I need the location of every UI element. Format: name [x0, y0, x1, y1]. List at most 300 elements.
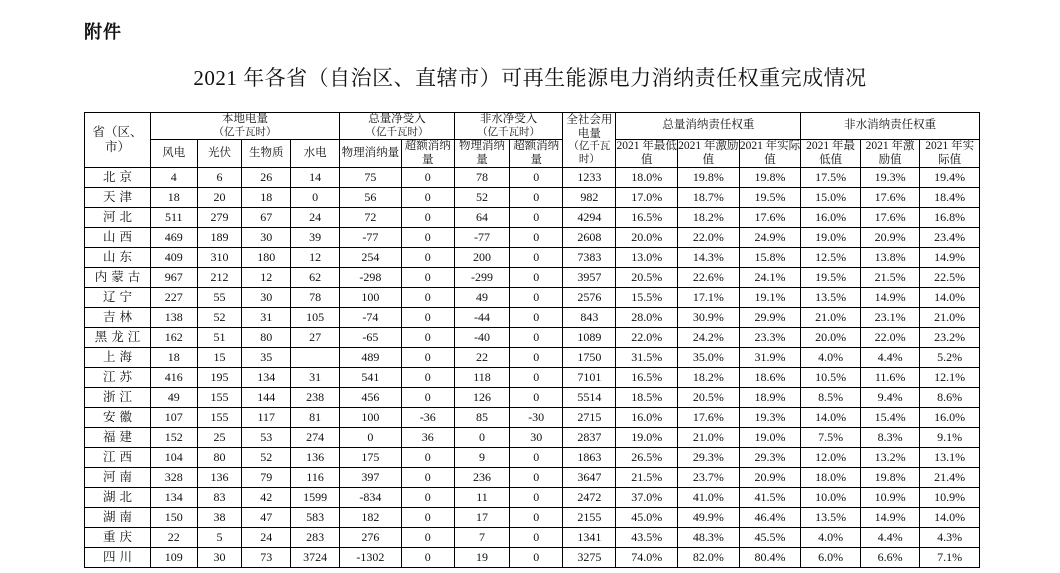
table-cell-value: 4.4% [860, 528, 920, 548]
table-cell-value: 13.8% [860, 248, 920, 268]
table-row [85, 468, 980, 488]
table-cell-value: 0 [401, 548, 454, 568]
table-cell-value: 2608 [563, 228, 616, 248]
table-cell-value: 283 [291, 528, 340, 548]
table-cell-value: 43.5% [616, 528, 678, 548]
header-sub-nonhydro-incentive: 2021 年激励值 [860, 139, 920, 167]
table-cell-value: 17.6% [860, 208, 920, 228]
table-cell-value: 456 [340, 388, 402, 408]
table-header-row-sub [85, 139, 980, 167]
table-cell-value: -30 [510, 408, 563, 428]
table-row [85, 188, 980, 208]
table-row [85, 248, 980, 268]
table-cell-value: 3647 [563, 468, 616, 488]
table-row [85, 488, 980, 508]
table-cell-value: 7.5% [801, 428, 861, 448]
table-cell-value [291, 348, 340, 368]
table-cell-province: 北京 [85, 168, 151, 188]
table-cell-value: 162 [150, 328, 197, 348]
table-cell-value: 15.8% [739, 248, 801, 268]
table-cell-value: 180 [242, 248, 291, 268]
table-cell-value: 55 [197, 288, 242, 308]
table-cell-value: 20 [197, 188, 242, 208]
header-group-total-net-inflow-unit: （亿千瓦时） [365, 126, 429, 138]
table-cell-value: 67 [242, 208, 291, 228]
table-cell-value: 22 [454, 348, 509, 368]
table-cell-value: 5 [197, 528, 242, 548]
consumption-responsibility-table [84, 112, 980, 568]
table-cell-value: 20.0% [801, 328, 861, 348]
table-header-row-groups [85, 113, 980, 140]
table-cell-province: 内蒙古 [85, 268, 151, 288]
table-cell-value: 45.0% [616, 508, 678, 528]
table-cell-value: 11 [454, 488, 509, 508]
table-cell-value: 1863 [563, 448, 616, 468]
table-cell-value: 15.4% [860, 408, 920, 428]
data-table-container [84, 112, 980, 568]
table-cell-value: 155 [197, 388, 242, 408]
table-cell-value: 18 [242, 188, 291, 208]
table-cell-value: 24.9% [739, 228, 801, 248]
table-cell-value: 2837 [563, 428, 616, 448]
table-cell-value: 107 [150, 408, 197, 428]
table-cell-value: 195 [197, 368, 242, 388]
table-cell-value: 13.0% [616, 248, 678, 268]
table-cell-value: 155 [197, 408, 242, 428]
table-row [85, 448, 980, 468]
table-cell-value: 36 [401, 428, 454, 448]
table-cell-value: 15 [197, 348, 242, 368]
table-cell-value: 46.4% [739, 508, 801, 528]
table-cell-value: 10.0% [801, 488, 861, 508]
table-cell-value: -77 [340, 228, 402, 248]
table-cell-value: 14.9% [920, 248, 980, 268]
table-row [85, 388, 980, 408]
table-cell-value: -834 [340, 488, 402, 508]
table-cell-value: 175 [340, 448, 402, 468]
table-cell-value: 0 [510, 448, 563, 468]
table-cell-value: 5514 [563, 388, 616, 408]
table-cell-value: 541 [340, 368, 402, 388]
table-cell-value: 51 [197, 328, 242, 348]
table-cell-value: 12 [242, 268, 291, 288]
table-cell-value: 79 [242, 468, 291, 488]
header-group-total-net-inflow [340, 113, 455, 140]
table-cell-value: 14.9% [860, 288, 920, 308]
table-cell-province: 四川 [85, 548, 151, 568]
header-group-nonhydro-net-inflow-unit: （亿千瓦时） [477, 126, 541, 138]
table-cell-value: 23.4% [920, 228, 980, 248]
table-cell-value: 0 [401, 488, 454, 508]
header-group-nonhydro-net-inflow-label: 非水净受入 [479, 113, 538, 125]
table-cell-value: 12.1% [920, 368, 980, 388]
table-cell-value: 0 [401, 448, 454, 468]
table-cell-value: 16.0% [616, 408, 678, 428]
header-sub-total-physical: 物理消纳量 [340, 139, 402, 167]
table-cell-value: 8.3% [860, 428, 920, 448]
table-cell-value: 19.0% [739, 428, 801, 448]
table-row [85, 308, 980, 328]
table-cell-value: 30 [242, 288, 291, 308]
table-cell-value: -40 [454, 328, 509, 348]
table-cell-value: 22 [150, 528, 197, 548]
table-cell-value: 2576 [563, 288, 616, 308]
table-cell-value: 0 [510, 468, 563, 488]
table-cell-value: 22.0% [616, 328, 678, 348]
table-cell-value: 18.0% [616, 168, 678, 188]
header-sub-biomass: 生物质 [242, 139, 291, 167]
table-cell-province: 上海 [85, 348, 151, 368]
table-row [85, 348, 980, 368]
table-cell-value: 41.5% [739, 488, 801, 508]
table-cell-value: 20.9% [860, 228, 920, 248]
table-cell-value: 126 [454, 388, 509, 408]
table-row [85, 288, 980, 308]
header-group-total-consumption-unit: （亿千瓦时） [568, 141, 611, 165]
table-cell-value: 41.0% [678, 488, 740, 508]
table-row [85, 408, 980, 428]
table-cell-value: 0 [510, 188, 563, 208]
table-cell-value: 52 [197, 308, 242, 328]
table-cell-value: 18.5% [616, 388, 678, 408]
table-cell-value: 328 [150, 468, 197, 488]
table-cell-value: 279 [197, 208, 242, 228]
table-cell-value: 38 [197, 508, 242, 528]
table-cell-value: 118 [454, 368, 509, 388]
table-cell-value: 16.5% [616, 208, 678, 228]
table-cell-value: 18.6% [739, 368, 801, 388]
table-cell-value: 116 [291, 468, 340, 488]
table-cell-value: 26.5% [616, 448, 678, 468]
table-cell-value: 19.8% [860, 468, 920, 488]
table-cell-province: 江西 [85, 448, 151, 468]
table-cell-value: 9 [454, 448, 509, 468]
table-cell-value: 18.9% [739, 388, 801, 408]
table-cell-value: 4.4% [860, 348, 920, 368]
table-cell-value: 83 [197, 488, 242, 508]
table-cell-value: 0 [510, 308, 563, 328]
table-cell-value: 212 [197, 268, 242, 288]
table-cell-value: 17.6% [739, 208, 801, 228]
table-cell-province: 湖南 [85, 508, 151, 528]
table-cell-value: 144 [242, 388, 291, 408]
table-cell-value: 35.0% [678, 348, 740, 368]
table-cell-value: 7.1% [920, 548, 980, 568]
table-cell-value: 80 [197, 448, 242, 468]
table-cell-value: 0 [510, 528, 563, 548]
table-cell-value: 0 [401, 288, 454, 308]
table-cell-value: 26 [242, 168, 291, 188]
table-cell-value: 0 [401, 388, 454, 408]
table-cell-value: 236 [454, 468, 509, 488]
table-cell-value: 53 [242, 428, 291, 448]
table-cell-value: 16.5% [616, 368, 678, 388]
table-cell-value: 117 [242, 408, 291, 428]
table-cell-value: 52 [242, 448, 291, 468]
table-cell-value: 49.9% [678, 508, 740, 528]
table-row [85, 168, 980, 188]
table-cell-value: 0 [401, 468, 454, 488]
table-cell-value: 3275 [563, 548, 616, 568]
header-group-local-power-unit: （亿千瓦时） [213, 126, 277, 138]
table-cell-value: 24.1% [739, 268, 801, 288]
table-cell-value: 150 [150, 508, 197, 528]
table-cell-value: 30 [242, 228, 291, 248]
table-cell-value: 7101 [563, 368, 616, 388]
table-cell-value: 47 [242, 508, 291, 528]
table-cell-value: 0 [401, 308, 454, 328]
header-group-nonhydro-weight [801, 113, 980, 140]
header-sub-total-incentive: 2021 年激励值 [678, 139, 740, 167]
table-cell-value: 276 [340, 528, 402, 548]
table-cell-value: 49 [150, 388, 197, 408]
table-cell-value: 42 [242, 488, 291, 508]
table-cell-value: 0 [510, 268, 563, 288]
table-cell-value: 10.9% [920, 488, 980, 508]
table-cell-province: 福建 [85, 428, 151, 448]
table-cell-value: 0 [401, 348, 454, 368]
table-cell-value: 2155 [563, 508, 616, 528]
table-cell-value: 469 [150, 228, 197, 248]
table-cell-value: 78 [454, 168, 509, 188]
table-cell-value: 14.0% [920, 288, 980, 308]
table-cell-value: 22.5% [920, 268, 980, 288]
table-cell-value: 0 [510, 248, 563, 268]
table-cell-value: 9.1% [920, 428, 980, 448]
table-cell-value: 74.0% [616, 548, 678, 568]
header-group-total-net-inflow-label: 总量净受入 [368, 113, 426, 125]
table-cell-value: 31.9% [739, 348, 801, 368]
table-cell-value: 16.0% [801, 208, 861, 228]
table-cell-value: 17.1% [678, 288, 740, 308]
table-cell-value: 4.0% [801, 528, 861, 548]
table-cell-value: 982 [563, 188, 616, 208]
table-cell-value: 52 [454, 188, 509, 208]
table-cell-value: 18.7% [678, 188, 740, 208]
table-cell-value: -74 [340, 308, 402, 328]
table-cell-value: 10.9% [860, 488, 920, 508]
table-cell-value: -298 [340, 268, 402, 288]
table-cell-value: 200 [454, 248, 509, 268]
table-cell-value: 48.3% [678, 528, 740, 548]
table-cell-value: 18.2% [678, 208, 740, 228]
table-cell-value: 109 [150, 548, 197, 568]
table-cell-value: 10.5% [801, 368, 861, 388]
table-cell-value: 104 [150, 448, 197, 468]
table-cell-value: 0 [401, 328, 454, 348]
table-cell-value: 22.6% [678, 268, 740, 288]
table-cell-value: 18 [150, 348, 197, 368]
table-cell-value: 23.3% [739, 328, 801, 348]
table-cell-value: 9.4% [860, 388, 920, 408]
table-cell-value: 7383 [563, 248, 616, 268]
table-cell-value: 78 [291, 288, 340, 308]
table-row [85, 548, 980, 568]
table-cell-value: 19.1% [739, 288, 801, 308]
table-cell-value: 0 [401, 228, 454, 248]
table-cell-province: 黑龙江 [85, 328, 151, 348]
table-cell-value: 274 [291, 428, 340, 448]
table-cell-value: 6.0% [801, 548, 861, 568]
page-title: 2021 年各省（自治区、直辖市）可再生能源电力消纳责任权重完成情况 [193, 66, 867, 90]
table-cell-value: 0 [510, 208, 563, 228]
table-cell-value: 29.3% [678, 448, 740, 468]
table-cell-province: 天津 [85, 188, 151, 208]
table-cell-value: 152 [150, 428, 197, 448]
table-cell-value: 14.9% [860, 508, 920, 528]
table-body [85, 168, 980, 568]
table-cell-value: 2472 [563, 488, 616, 508]
table-cell-value: 23.2% [920, 328, 980, 348]
table-cell-value: 0 [454, 428, 509, 448]
table-cell-value: 15.5% [616, 288, 678, 308]
table-cell-value: 583 [291, 508, 340, 528]
table-cell-value: 17.0% [616, 188, 678, 208]
table-cell-value: 28.0% [616, 308, 678, 328]
table-cell-value: 4.0% [801, 348, 861, 368]
table-row [85, 508, 980, 528]
table-cell-value: 0 [510, 348, 563, 368]
table-cell-province: 湖北 [85, 488, 151, 508]
table-cell-province: 江苏 [85, 368, 151, 388]
table-cell-value: 16.8% [920, 208, 980, 228]
table-cell-value: 18.0% [801, 468, 861, 488]
table-cell-value: 30.9% [678, 308, 740, 328]
table-cell-value: 15.0% [801, 188, 861, 208]
table-cell-value: 12 [291, 248, 340, 268]
table-cell-value: -65 [340, 328, 402, 348]
header-group-local-power-label: 本地电量 [221, 113, 268, 125]
table-cell-value: 29.9% [739, 308, 801, 328]
header-group-total-consumption-label: 全社会用电量 [566, 114, 613, 140]
table-cell-value: 27 [291, 328, 340, 348]
table-cell-value: 0 [510, 328, 563, 348]
table-cell-value: 189 [197, 228, 242, 248]
header-group-local-power [150, 113, 339, 140]
table-cell-value: 0 [401, 248, 454, 268]
table-cell-value: 80.4% [739, 548, 801, 568]
header-group-nonhydro-net-inflow [454, 113, 562, 140]
table-cell-value: 6.6% [860, 548, 920, 568]
table-cell-value: -299 [454, 268, 509, 288]
table-cell-value: 82.0% [678, 548, 740, 568]
table-cell-value: 138 [150, 308, 197, 328]
table-cell-value: 11.6% [860, 368, 920, 388]
table-cell-value: 409 [150, 248, 197, 268]
table-cell-value: 18.4% [920, 188, 980, 208]
table-cell-value: 17 [454, 508, 509, 528]
table-row [85, 528, 980, 548]
table-cell-value: 21.4% [920, 468, 980, 488]
table-cell-value: 19.5% [739, 188, 801, 208]
table-cell-value: 19.8% [678, 168, 740, 188]
table-cell-value: 0 [510, 508, 563, 528]
header-sub-total-excess: 超额消纳量 [401, 139, 454, 167]
table-cell-value: 16.0% [920, 408, 980, 428]
table-cell-value: 136 [197, 468, 242, 488]
table-cell-value: 20.0% [616, 228, 678, 248]
table-cell-value: 24 [242, 528, 291, 548]
table-cell-value: 134 [150, 488, 197, 508]
table-cell-value: 80 [242, 328, 291, 348]
table-cell-value: 23.7% [678, 468, 740, 488]
table-cell-value: 73 [242, 548, 291, 568]
table-cell-value: 20.5% [616, 268, 678, 288]
header-sub-nonhydro-actual: 2021 年实际值 [920, 139, 980, 167]
table-cell-value: 0 [510, 168, 563, 188]
table-cell-province: 山西 [85, 228, 151, 248]
table-cell-value: 30 [510, 428, 563, 448]
table-cell-value: 1599 [291, 488, 340, 508]
table-cell-value: 14.0% [920, 508, 980, 528]
header-sub-total-min: 2021 年最低值 [616, 139, 678, 167]
table-cell-value: 17.5% [801, 168, 861, 188]
header-sub-hydro: 水电 [291, 139, 340, 167]
table-cell-value: 85 [454, 408, 509, 428]
table-cell-value: 14.3% [678, 248, 740, 268]
table-cell-value: 64 [454, 208, 509, 228]
table-cell-value: 31 [242, 308, 291, 328]
table-cell-value: 100 [340, 408, 402, 428]
table-cell-value: 23.1% [860, 308, 920, 328]
header-sub-wind: 风电 [150, 139, 197, 167]
table-cell-value: 1750 [563, 348, 616, 368]
table-cell-value: 0 [401, 268, 454, 288]
header-sub-nonhydro-excess: 超额消纳量 [510, 139, 563, 167]
table-cell-value: 17.6% [678, 408, 740, 428]
table-cell-value: 0 [510, 228, 563, 248]
table-cell-value: 0 [401, 188, 454, 208]
table-cell-value: 3957 [563, 268, 616, 288]
table-cell-value: 0 [401, 528, 454, 548]
table-cell-value: 22.0% [860, 328, 920, 348]
table-cell-value: 3724 [291, 548, 340, 568]
header-sub-nonhydro-physical: 物理消纳量 [454, 139, 509, 167]
table-cell-value: 511 [150, 208, 197, 228]
table-cell-value: 39 [291, 228, 340, 248]
table-cell-province: 吉林 [85, 308, 151, 328]
table-header [85, 113, 980, 168]
table-cell-value: 4 [150, 168, 197, 188]
table-cell-value: 13.5% [801, 288, 861, 308]
table-cell-value: 227 [150, 288, 197, 308]
table-cell-value: 31.5% [616, 348, 678, 368]
table-cell-value: 14 [291, 168, 340, 188]
table-cell-value: 24.2% [678, 328, 740, 348]
table-cell-value: 0 [510, 488, 563, 508]
table-cell-value: 19.3% [739, 408, 801, 428]
table-cell-value: 0 [401, 208, 454, 228]
table-cell-value: 13.5% [801, 508, 861, 528]
table-cell-value: 45.5% [739, 528, 801, 548]
table-cell-value: 24 [291, 208, 340, 228]
table-cell-province: 河南 [85, 468, 151, 488]
table-row [85, 368, 980, 388]
table-row [85, 328, 980, 348]
table-cell-value: 0 [510, 288, 563, 308]
header-group-total-weight [616, 113, 801, 140]
table-cell-value: 21.5% [616, 468, 678, 488]
table-cell-value: 0 [401, 368, 454, 388]
table-cell-value: 30 [197, 548, 242, 568]
header-group-total-weight-label: 总量消纳责任权重 [662, 119, 755, 132]
table-cell-value: 19.5% [801, 268, 861, 288]
header-province: 省（区、市） [85, 113, 151, 168]
table-cell-value: 254 [340, 248, 402, 268]
table-row [85, 208, 980, 228]
header-group-nonhydro-weight-label: 非水消纳责任权重 [844, 119, 937, 132]
table-cell-value: 12.0% [801, 448, 861, 468]
